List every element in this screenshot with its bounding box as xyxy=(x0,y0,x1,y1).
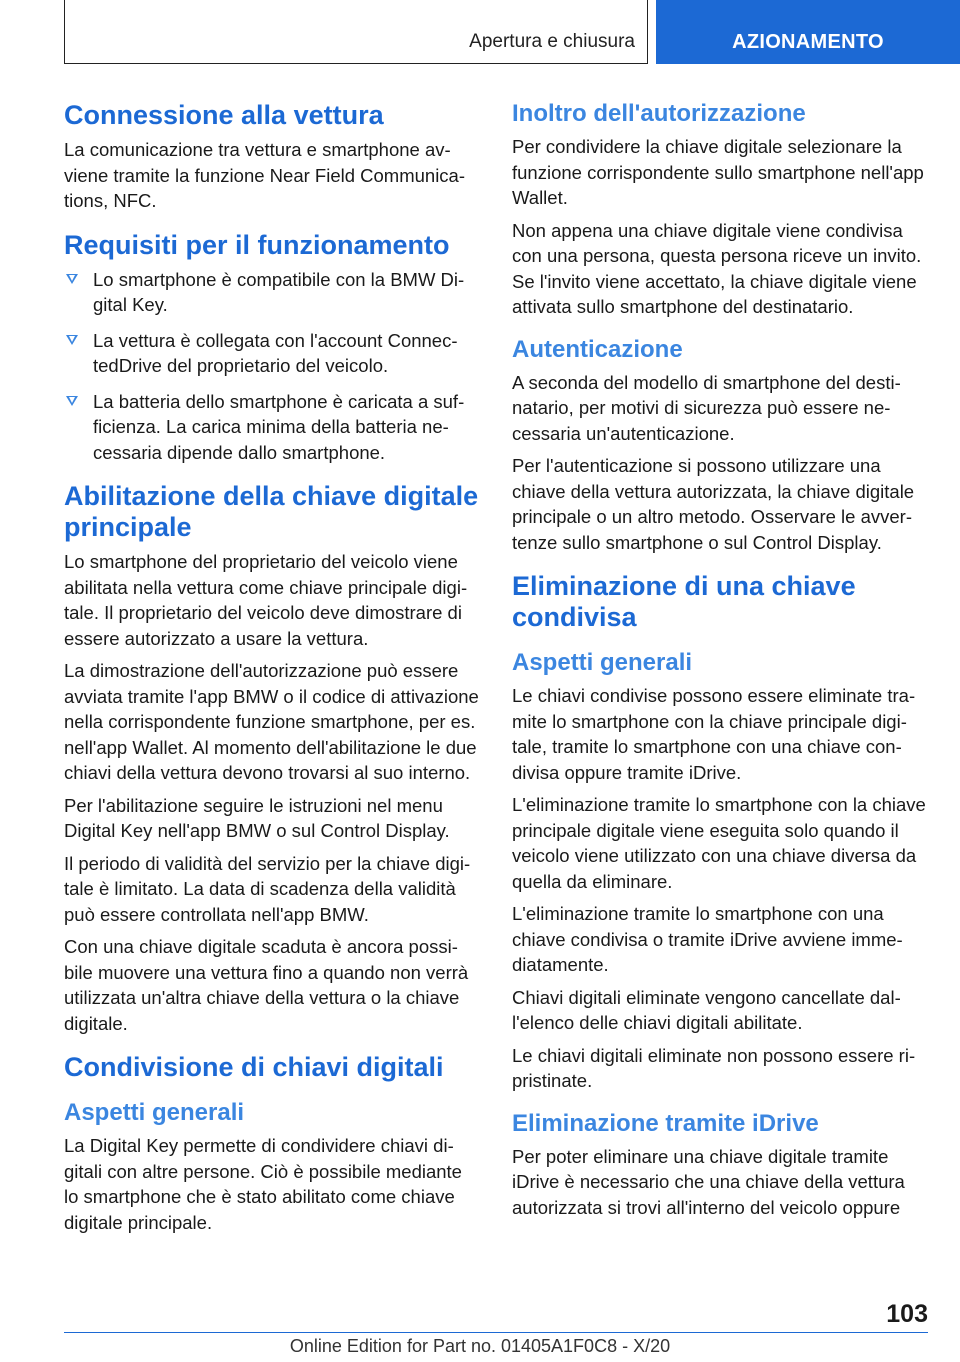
triangle-bullet-icon xyxy=(66,396,78,406)
paragraph: Il periodo di validità del servizio per la chiave digitale è limitato. La data di scadenza della validità può essere controllata nell'app BMW. xyxy=(64,852,471,925)
running-header-box xyxy=(64,0,648,64)
subheading-inoltro: Inoltro dell'autorizzazione xyxy=(512,100,806,127)
triangle-bullet-icon xyxy=(66,274,78,284)
section-autenticazione xyxy=(512,336,928,556)
paragraph: Per l'abilitazione seguire le istruzioni nel menu Digital Key nell'app BMW o sul Control Display. xyxy=(64,794,450,841)
paragraph: Per poter eliminare una chiave digitale tramite iDrive è necessario che una chiave della vettura autorizzata si trovi all'interno del veicolo oppure xyxy=(512,1145,905,1218)
paragraph: Chiavi digitali eliminate vengono cancellate dall'elenco delle chiavi digitali abilitate. xyxy=(512,986,901,1033)
chapter-title: AZIONAMENTO xyxy=(732,31,884,53)
section-abilitazione xyxy=(64,481,480,1036)
left-column xyxy=(64,100,480,1242)
paragraph: Le chiavi digitali eliminate non possono essere ripristinate. xyxy=(512,1044,916,1091)
list-item: La vettura è collegata con l'account ConnectedDrive del proprietario del veicolo. xyxy=(64,328,480,379)
paragraph: A seconda del modello di smartphone del destinatario, per motivi di sicurezza può essere necessaria un'autenticazione. xyxy=(512,371,901,444)
heading-requisiti: Requisiti per il funzionamento xyxy=(64,229,450,260)
triangle-bullet-icon xyxy=(66,335,78,345)
section-requisiti xyxy=(64,230,480,466)
section-idrive xyxy=(512,1110,928,1221)
requirements-list xyxy=(64,267,480,466)
subheading-autenticazione: Autenticazione xyxy=(512,335,683,363)
subheading-aspetti-generali: Aspetti generali xyxy=(512,649,693,676)
right-column xyxy=(512,100,928,1227)
paragraph: L'eliminazione tramite lo smartphone con la chiave principale digitale viene eseguita solo quando il veicolo viene utilizzato con una chiave diversa da quella da eliminare. xyxy=(512,794,926,892)
paragraph: Lo smartphone del proprietario del veicolo viene abilitata nella vettura come chiave principale digitale. Il proprietario del veicolo deve dimostrare di essere autorizzato a usare la vettura. xyxy=(64,551,468,649)
paragraph: Per condividere la chiave digitale selezionare la funzione corrispondente sullo smartphone nell'app Wallet. xyxy=(512,136,924,208)
paragraph: Non appena una chiave digitale viene condivisa con una persona, questa persona riceve un invito. Se l'invito viene accettato, la chiave digitale viene attivata sullo smartphone del destinatario. xyxy=(512,219,922,317)
footer-edition[interactable]: Online Edition for Part no. 01405A1F0C8 - X/20 xyxy=(289,1336,671,1356)
paragraph: Per l'autenticazione si possono utilizzare una chiave della vettura autorizzata, la chiave digitale principale o un altro metodo. Osservare le avvertenze sullo smartphone o sul Control Display. xyxy=(512,455,915,553)
section-title: Apertura e chiusura xyxy=(469,31,635,52)
subheading-idrive: Eliminazione tramite iDrive xyxy=(512,1109,819,1137)
heading-connessione: Connessione alla vettura xyxy=(64,100,384,130)
subheading-aspetti-generali: Aspetti generali xyxy=(64,1099,245,1126)
page-number: 103 xyxy=(886,1300,928,1328)
heading-condivisione: Condivisione di chiavi digitali xyxy=(64,1052,444,1082)
paragraph: La dimostrazione dell'autorizzazione può essere avviata tramite l'app BMW o il codice di attivazione nella corrispondente funzione smartphone, per es. nell'app Wallet. Al momento dell'abilitazione le due chiavi della vettura devono trovarsi al suo interno. xyxy=(64,660,479,783)
paragraph: La Digital Key permette di condividere chiavi digitali con altre persone. Ciò è possibile mediante lo smartphone che è stato abilitato come chiave digitale principale. xyxy=(64,1135,462,1233)
paragraph: L'eliminazione tramite lo smartphone con una chiave condivisa o tramite iDrive avviene immediatamente. xyxy=(512,903,903,975)
section-eliminazione xyxy=(512,571,928,1094)
footer-divider xyxy=(64,1332,928,1333)
paragraph: La comunicazione tra vettura e smartphone avviene tramite la funzione Near Field Communications, NFC. xyxy=(64,139,466,211)
chapter-tab[interactable] xyxy=(656,0,960,64)
list-item: Lo smartphone è compatibile con la BMW Digital Key. xyxy=(64,267,480,318)
paragraph: Con una chiave digitale scaduta è ancora possibile muovere una vettura fino a quando non verrà utilizzata un'altra chiave della vettura o la chiave digitale. xyxy=(64,936,469,1034)
heading-eliminazione: Eliminazione di una chiave condivisa xyxy=(512,571,856,632)
list-item: La batteria dello smartphone è caricata a sufficienza. La carica minima della batteria necessaria dipende dallo smartphone. xyxy=(64,389,480,466)
paragraph: Le chiavi condivise possono essere eliminate tramite lo smartphone con la chiave principale digitale, tramite lo smartphone con una chiave condivisa oppure tramite iDrive. xyxy=(512,685,916,783)
heading-abilitazione: Abilitazione della chiave digitale principale xyxy=(64,481,479,542)
section-condivisione xyxy=(64,1052,480,1235)
